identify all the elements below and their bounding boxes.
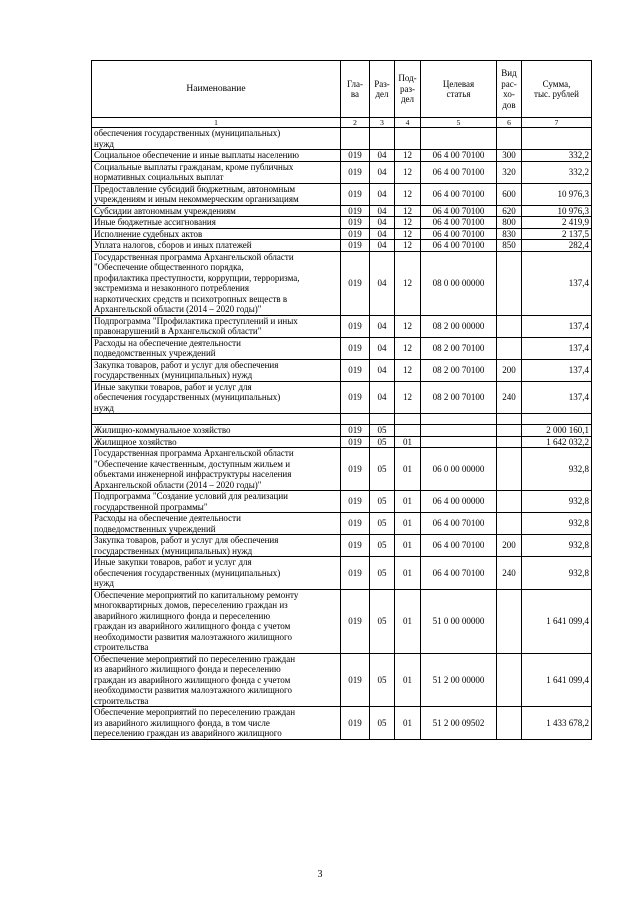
row-expense-type bbox=[497, 491, 522, 513]
document-page bbox=[91, 60, 591, 740]
row-expense-type: 800 bbox=[497, 217, 522, 229]
table-row bbox=[92, 150, 592, 162]
row-razdel: 04 bbox=[370, 315, 395, 337]
row-podrazdel: 01 bbox=[395, 535, 421, 557]
row-target-article bbox=[421, 436, 497, 448]
row-name: Обеспечение мероприятий по капитальному ремонту многоквартирных домов, переселению граждан из аварийного жилищного фонда и переселению граждан из аварийного жилищного фонда с учетом необходимости развития малоэтажного жилищного строительства bbox=[92, 589, 341, 653]
row-name: Закупка товаров, работ и услуг для обеспечения государственных (муниципальных) нужд bbox=[92, 535, 341, 557]
column-number: 1 bbox=[92, 118, 341, 128]
empty-cell bbox=[497, 414, 522, 425]
row-podrazdel: 01 bbox=[395, 491, 421, 513]
empty-cell bbox=[341, 414, 370, 425]
row-podrazdel: 12 bbox=[395, 315, 421, 337]
row-expense-type: 600 bbox=[497, 183, 522, 205]
row-razdel: 04 bbox=[370, 183, 395, 205]
row-expense-type bbox=[497, 513, 522, 535]
column-number: 4 bbox=[395, 118, 421, 128]
row-sum: 10 976,3 bbox=[522, 183, 592, 205]
row-podrazdel: 12 bbox=[395, 359, 421, 381]
empty-cell bbox=[370, 414, 395, 425]
row-name: Субсидии автономным учреждениям bbox=[92, 205, 341, 217]
row-name: Государственная программа Архангельской области "Обеспечение общественного порядка, профилактика преступности, коррупции, терроризма, экстремизма и незаконного потребления наркотических средств и психотропных веществ в Архангельской области (2014 – 2020 годы)" bbox=[92, 251, 341, 315]
row-glava: 019 bbox=[341, 589, 370, 653]
table-row bbox=[92, 217, 592, 229]
table-row bbox=[92, 557, 592, 590]
row-glava: 019 bbox=[341, 436, 370, 448]
row-razdel: 05 bbox=[370, 425, 395, 437]
header-sum: Сумма, тыс. рублей bbox=[522, 61, 592, 118]
row-sum: 137,4 bbox=[522, 337, 592, 359]
row-sum: 137,4 bbox=[522, 315, 592, 337]
header-expense-type: Вид рас- хо- дов bbox=[497, 61, 522, 118]
row-target-article: 51 0 00 00000 bbox=[421, 589, 497, 653]
row-name: обеспечения государственных (муниципальных) нужд bbox=[92, 128, 341, 150]
row-target-article: 08 2 00 70100 bbox=[421, 381, 497, 414]
empty-cell bbox=[395, 414, 421, 425]
table-row bbox=[92, 491, 592, 513]
row-podrazdel: 12 bbox=[395, 205, 421, 217]
row-razdel: 04 bbox=[370, 150, 395, 162]
row-target-article: 08 2 00 00000 bbox=[421, 315, 497, 337]
row-podrazdel: 01 bbox=[395, 589, 421, 653]
row-target-article: 06 4 00 70100 bbox=[421, 161, 497, 183]
row-name: Жилищное хозяйство bbox=[92, 436, 341, 448]
row-expense-type bbox=[497, 337, 522, 359]
row-target-article: 08 0 00 00000 bbox=[421, 251, 497, 315]
row-podrazdel: 12 bbox=[395, 161, 421, 183]
column-number-row bbox=[92, 118, 592, 128]
row-podrazdel: 01 bbox=[395, 513, 421, 535]
row-glava: 019 bbox=[341, 228, 370, 240]
row-glava: 019 bbox=[341, 217, 370, 229]
row-podrazdel: 12 bbox=[395, 381, 421, 414]
column-number: 5 bbox=[421, 118, 497, 128]
row-podrazdel: 12 bbox=[395, 228, 421, 240]
empty-cell bbox=[522, 414, 592, 425]
table-row bbox=[92, 535, 592, 557]
table-row bbox=[92, 359, 592, 381]
row-target-article: 06 4 00 70100 bbox=[421, 205, 497, 217]
row-glava: 019 bbox=[341, 205, 370, 217]
column-number: 6 bbox=[497, 118, 522, 128]
row-expense-type: 830 bbox=[497, 228, 522, 240]
row-sum: 10 976,3 bbox=[522, 205, 592, 217]
row-expense-type: 240 bbox=[497, 381, 522, 414]
row-target-article: 06 4 00 70100 bbox=[421, 513, 497, 535]
row-razdel: 04 bbox=[370, 205, 395, 217]
table-row bbox=[92, 653, 592, 707]
column-number: 7 bbox=[522, 118, 592, 128]
row-podrazdel: 12 bbox=[395, 217, 421, 229]
row-target-article: 06 4 00 70100 bbox=[421, 228, 497, 240]
row-sum: 2 419,9 bbox=[522, 217, 592, 229]
table-row bbox=[92, 161, 592, 183]
row-target-article: 08 2 00 70100 bbox=[421, 359, 497, 381]
row-target-article: 06 4 00 70100 bbox=[421, 557, 497, 590]
row-podrazdel: 12 bbox=[395, 251, 421, 315]
row-target-article: 06 4 00 00000 bbox=[421, 491, 497, 513]
row-name: Социальное обеспечение и иные выплаты населению bbox=[92, 150, 341, 162]
header-podrazdel: Под- раз- дел bbox=[395, 61, 421, 118]
row-glava: 019 bbox=[341, 513, 370, 535]
table-row bbox=[92, 128, 592, 150]
row-sum: 137,4 bbox=[522, 381, 592, 414]
row-glava: 019 bbox=[341, 448, 370, 491]
row-glava: 019 bbox=[341, 381, 370, 414]
table-row bbox=[92, 183, 592, 205]
row-target-article: 51 2 00 09502 bbox=[421, 707, 497, 740]
row-sum: 332,2 bbox=[522, 161, 592, 183]
row-name: Государственная программа Архангельской области "Обеспечение качественным, доступным жильем и объектами инженерной инфраструктуры населения Архангельской области (2014 – 2020 годы)" bbox=[92, 448, 341, 491]
row-sum: 932,8 bbox=[522, 557, 592, 590]
row-sum: 137,4 bbox=[522, 251, 592, 315]
table-row bbox=[92, 240, 592, 252]
row-podrazdel: 01 bbox=[395, 448, 421, 491]
row-sum: 932,8 bbox=[522, 491, 592, 513]
row-name: Обеспечение мероприятий по переселению граждан из аварийного жилищного фонда и переселению граждан из аварийного жилищного фонда с учетом необходимости развития малоэтажного жилищного строительства bbox=[92, 653, 341, 707]
row-target-article: 06 0 00 00000 bbox=[421, 448, 497, 491]
table-row bbox=[92, 448, 592, 491]
column-number: 2 bbox=[341, 118, 370, 128]
row-glava: 019 bbox=[341, 425, 370, 437]
empty-cell bbox=[92, 414, 341, 425]
row-sum: 932,8 bbox=[522, 513, 592, 535]
row-glava: 019 bbox=[341, 359, 370, 381]
table-row bbox=[92, 707, 592, 740]
row-razdel: 05 bbox=[370, 535, 395, 557]
row-glava: 019 bbox=[341, 707, 370, 740]
row-sum: 932,8 bbox=[522, 448, 592, 491]
row-expense-type bbox=[497, 436, 522, 448]
row-name: Иные бюджетные ассигнования bbox=[92, 217, 341, 229]
row-expense-type bbox=[497, 653, 522, 707]
row-expense-type bbox=[497, 448, 522, 491]
row-expense-type: 200 bbox=[497, 359, 522, 381]
row-podrazdel: 12 bbox=[395, 240, 421, 252]
row-glava bbox=[341, 128, 370, 150]
row-name: Подпрограмма "Профилактика преступлений и иных правонарушений в Архангельской области" bbox=[92, 315, 341, 337]
row-glava: 019 bbox=[341, 183, 370, 205]
table-row bbox=[92, 381, 592, 414]
row-expense-type: 850 bbox=[497, 240, 522, 252]
row-razdel: 04 bbox=[370, 217, 395, 229]
row-name: Предоставление субсидий бюджетным, автономным учреждениям и иным некоммерческим организациям bbox=[92, 183, 341, 205]
header-target-article: Целевая статья bbox=[421, 61, 497, 118]
row-podrazdel: 01 bbox=[395, 707, 421, 740]
row-target-article: 06 4 00 70100 bbox=[421, 535, 497, 557]
table-row bbox=[92, 337, 592, 359]
row-glava: 019 bbox=[341, 240, 370, 252]
row-target-article bbox=[421, 128, 497, 150]
table-row bbox=[92, 513, 592, 535]
empty-cell bbox=[421, 414, 497, 425]
row-expense-type bbox=[497, 315, 522, 337]
row-name: Обеспечение мероприятий по переселению граждан из аварийного жилищного фонда, в том числе переселению граждан из аварийного жилищного bbox=[92, 707, 341, 740]
row-target-article: 08 2 00 70100 bbox=[421, 337, 497, 359]
row-razdel: 04 bbox=[370, 381, 395, 414]
row-target-article bbox=[421, 425, 497, 437]
row-razdel: 05 bbox=[370, 707, 395, 740]
row-sum: 282,4 bbox=[522, 240, 592, 252]
row-name: Жилищно-коммунальное хозяйство bbox=[92, 425, 341, 437]
row-expense-type bbox=[497, 425, 522, 437]
row-razdel: 04 bbox=[370, 359, 395, 381]
row-sum: 2 000 160,1 bbox=[522, 425, 592, 437]
row-razdel: 05 bbox=[370, 448, 395, 491]
row-razdel: 05 bbox=[370, 491, 395, 513]
row-glava: 019 bbox=[341, 161, 370, 183]
table-body bbox=[92, 128, 592, 740]
row-podrazdel: 01 bbox=[395, 653, 421, 707]
table-row bbox=[92, 436, 592, 448]
table-row bbox=[92, 315, 592, 337]
row-name: Уплата налогов, сборов и иных платежей bbox=[92, 240, 341, 252]
row-podrazdel: 12 bbox=[395, 183, 421, 205]
table-row bbox=[92, 228, 592, 240]
row-target-article: 06 4 00 70100 bbox=[421, 240, 497, 252]
row-expense-type bbox=[497, 707, 522, 740]
page-number: 3 bbox=[317, 869, 323, 880]
row-razdel: 05 bbox=[370, 653, 395, 707]
row-razdel: 04 bbox=[370, 251, 395, 315]
row-sum: 137,4 bbox=[522, 359, 592, 381]
row-glava: 019 bbox=[341, 150, 370, 162]
row-podrazdel bbox=[395, 128, 421, 150]
row-name: Исполнение судебных актов bbox=[92, 228, 341, 240]
row-sum: 1 642 032,2 bbox=[522, 436, 592, 448]
row-name: Расходы на обеспечение деятельности подведомственных учреждений bbox=[92, 337, 341, 359]
row-expense-type: 200 bbox=[497, 535, 522, 557]
table-header-row bbox=[92, 61, 592, 118]
row-razdel: 04 bbox=[370, 240, 395, 252]
row-sum: 932,8 bbox=[522, 535, 592, 557]
row-expense-type bbox=[497, 251, 522, 315]
row-sum: 2 137,5 bbox=[522, 228, 592, 240]
row-razdel: 05 bbox=[370, 557, 395, 590]
row-podrazdel bbox=[395, 425, 421, 437]
row-target-article: 06 4 00 70100 bbox=[421, 150, 497, 162]
row-razdel: 04 bbox=[370, 228, 395, 240]
row-name: Иные закупки товаров, работ и услуг для обеспечения государственных (муниципальных) нужд bbox=[92, 381, 341, 414]
row-sum: 1 641 099,4 bbox=[522, 653, 592, 707]
column-number: 3 bbox=[370, 118, 395, 128]
row-expense-type: 320 bbox=[497, 161, 522, 183]
row-expense-type: 620 bbox=[497, 205, 522, 217]
table-row bbox=[92, 425, 592, 437]
row-expense-type bbox=[497, 128, 522, 150]
row-sum: 1 433 678,2 bbox=[522, 707, 592, 740]
table-row bbox=[92, 251, 592, 315]
row-name: Социальные выплаты гражданам, кроме публичных нормативных социальных выплат bbox=[92, 161, 341, 183]
budget-table bbox=[91, 60, 592, 740]
header-glava: Гла- ва bbox=[341, 61, 370, 118]
row-target-article: 06 4 00 70100 bbox=[421, 183, 497, 205]
row-name: Подпрограмма "Создание условий для реализации государственной программы" bbox=[92, 491, 341, 513]
table-row bbox=[92, 205, 592, 217]
row-sum: 1 641 099,4 bbox=[522, 589, 592, 653]
row-expense-type: 300 bbox=[497, 150, 522, 162]
row-razdel bbox=[370, 128, 395, 150]
row-podrazdel: 01 bbox=[395, 557, 421, 590]
row-glava: 019 bbox=[341, 535, 370, 557]
row-expense-type bbox=[497, 589, 522, 653]
row-razdel: 05 bbox=[370, 513, 395, 535]
row-name: Иные закупки товаров, работ и услуг для обеспечения государственных (муниципальных) нужд bbox=[92, 557, 341, 590]
table-row bbox=[92, 589, 592, 653]
row-sum bbox=[522, 128, 592, 150]
row-name: Закупка товаров, работ и услуг для обеспечения государственных (муниципальных) нужд bbox=[92, 359, 341, 381]
spacer-row bbox=[92, 414, 592, 425]
row-razdel: 04 bbox=[370, 161, 395, 183]
row-podrazdel: 12 bbox=[395, 150, 421, 162]
row-podrazdel: 12 bbox=[395, 337, 421, 359]
row-target-article: 06 4 00 70100 bbox=[421, 217, 497, 229]
row-target-article: 51 2 00 00000 bbox=[421, 653, 497, 707]
row-razdel: 05 bbox=[370, 436, 395, 448]
row-glava: 019 bbox=[341, 557, 370, 590]
row-razdel: 04 bbox=[370, 337, 395, 359]
row-name: Расходы на обеспечение деятельности подведомственных учреждений bbox=[92, 513, 341, 535]
row-razdel: 05 bbox=[370, 589, 395, 653]
row-glava: 019 bbox=[341, 315, 370, 337]
row-glava: 019 bbox=[341, 491, 370, 513]
header-name: Наименование bbox=[92, 61, 341, 118]
row-glava: 019 bbox=[341, 251, 370, 315]
row-sum: 332,2 bbox=[522, 150, 592, 162]
row-expense-type: 240 bbox=[497, 557, 522, 590]
header-razdel: Раз- дел bbox=[370, 61, 395, 118]
row-glava: 019 bbox=[341, 653, 370, 707]
row-podrazdel: 01 bbox=[395, 436, 421, 448]
row-glava: 019 bbox=[341, 337, 370, 359]
